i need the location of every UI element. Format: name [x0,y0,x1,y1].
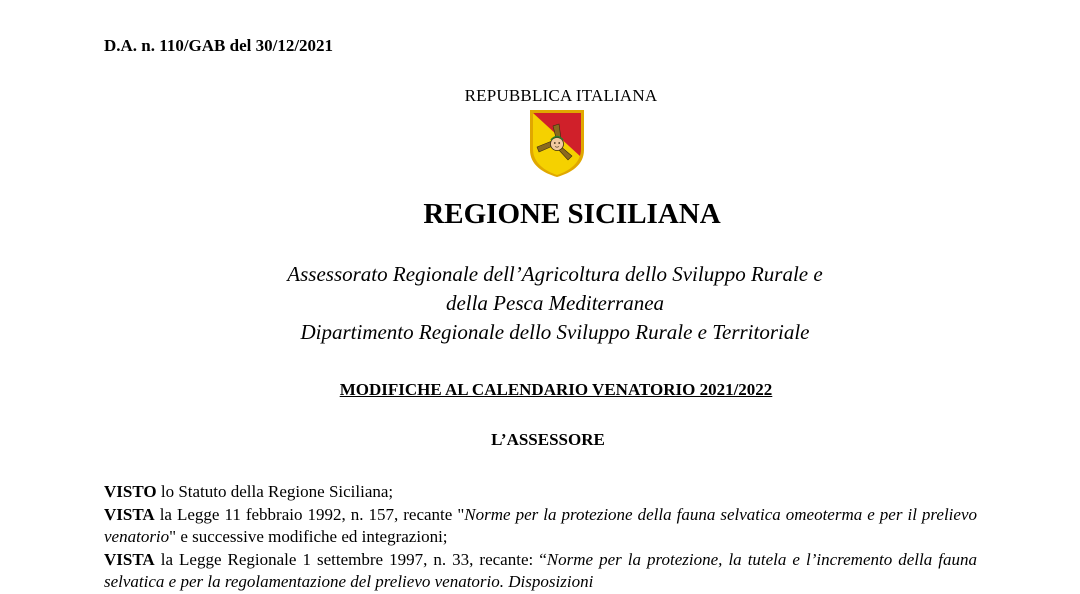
premise-paragraph [104,504,977,549]
republic-heading: REPUBBLICA ITALIANA [464,86,658,105]
department-line-1: Assessorato Regionale dell’Agricoltura dello Sviluppo Rurale e [287,262,823,286]
premise-text: lo Statuto della Regione Siciliana; [156,482,394,501]
department-block [0,260,1080,347]
premise-paragraph [104,481,977,504]
premise-text: la Legge Regionale 1 settembre 1997, n. 33, recante: “ [154,549,547,569]
department-line-3: Dipartimento Regionale dello Sviluppo Rurale e Territoriale [300,320,810,344]
premise-text: la Legge 11 febbraio 1992, n. 157, recante " [154,504,465,524]
premises-body [104,481,977,594]
premise-paragraph [104,549,977,594]
premise-law-title: Norme per la protezione della fauna selvatica omeoterma e per il prelievo venatorio [104,504,977,546]
authority-heading: L’ASSESSORE [491,430,605,449]
document-title: MODIFICHE AL CALENDARIO VENATORIO 2021/2022 [339,380,773,399]
trinacria-emblem-icon [527,109,587,177]
region-heading: REGIONE SICILIANA [423,198,721,230]
premise-lead: VISTA [104,549,155,569]
department-line-2: della Pesca Mediterranea [445,291,665,315]
premise-lead: VISTA [104,504,155,524]
premise-law-title: Norme per la protezione, la tutela e l’incremento della fauna selvatica e per la regolamentazione del prelievo venatorio. Disposizioni [104,549,977,591]
premise-text-after: " e successive modifiche ed integrazioni; [169,527,448,546]
premise-lead: VISTO [104,482,157,501]
decree-reference: D.A. n. 110/GAB del 30/12/2021 [104,36,334,55]
